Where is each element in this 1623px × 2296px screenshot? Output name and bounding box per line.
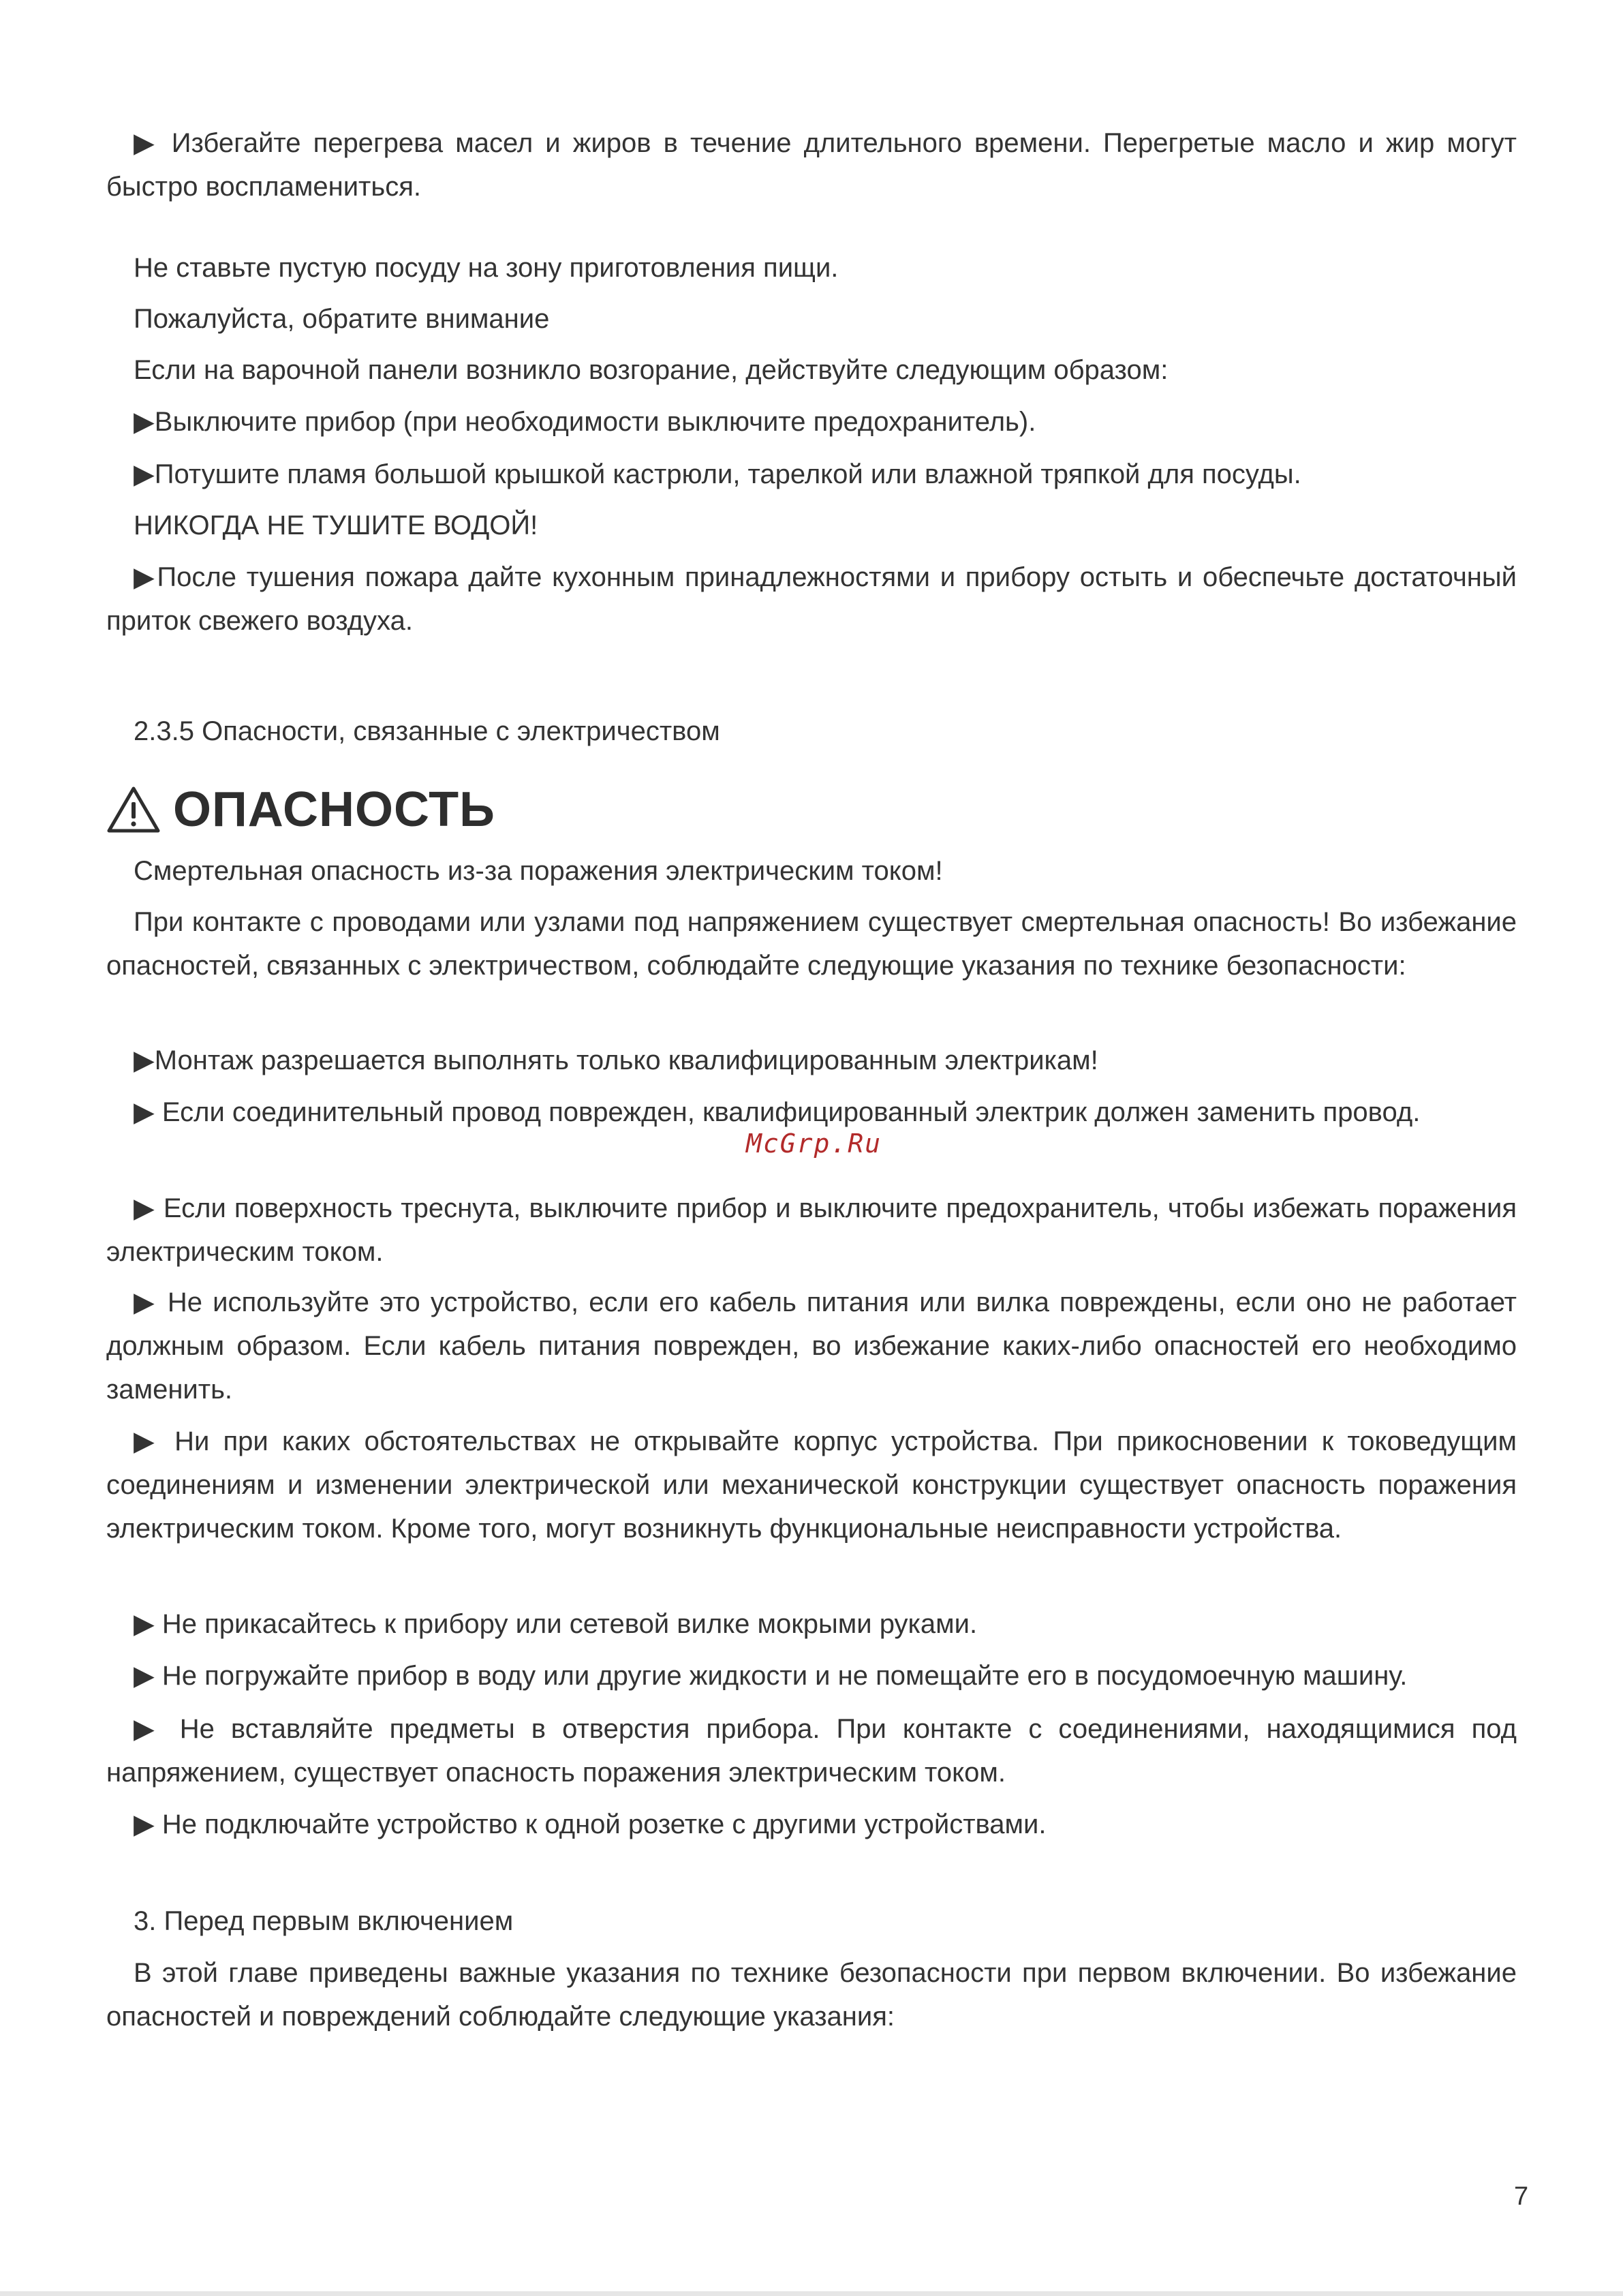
danger-heading-text: ОПАСНОСТЬ [173,782,495,837]
danger-do-not-open: ▶ Ни при каких обстоятельствах не открывайте корпус устройства. При прикосновении к токоведущим соединениям и изменении электрической или механической конструкции существует опасность поражения электрическим током. Кроме того, могут возникнуть функциональные неисправности устройства. [106,1426,1517,1544]
danger-no-objects: ▶ Не вставляйте предметы в отверстия прибора. При контакте с соединениями, находящимися под напряжением, существует опасность поражения электрическим током. [106,1714,1517,1788]
danger-fatal-shock: Смертельная опасность из-за поражения электрическим током! [134,856,943,886]
danger-contact-live-parts: При контакте с проводами или узлами под напряжением существует смертельная опасность! Во избежание опасностей, связанных с электричеством, соблюдайте следующие указания по технике безопасности: [106,907,1517,981]
danger-damaged-cable: ▶ Если соединительный провод поврежден, квалифицированный электрик должен заменить провод. [134,1097,1421,1127]
paragraph-first-use-intro: В этой главе приведены важные указания по технике безопасности при первом включении. Во избежание опасностей и повреждений соблюдайте следующие указания: [106,1958,1517,2032]
paragraph-extinguish: ▶Потушите пламя большой крышкой кастрюли, тарелкой или влажной тряпкой для посуды. [134,459,1301,489]
paragraph-fire-instructions: Если на варочной панели возникло возгорание, действуйте следующим образом: [134,355,1169,385]
page-number: 7 [1514,2182,1529,2211]
paragraph-switch-off: ▶Выключите прибор (при необходимости выключите предохранитель). [134,407,1036,437]
paragraph-attention: Пожалуйста, обратите внимание [134,304,550,334]
section-heading-electric-hazards: 2.3.5 Опасности, связанные с электричеством [134,716,720,746]
danger-damaged-plug: ▶ Не используйте это устройство, если его кабель питания или вилка повреждены, если оно не работает должным образом. Если кабель питания поврежден, во избежание каких-либо опасностей его необходимо заменить. [106,1287,1517,1405]
bottom-divider [0,2291,1623,2296]
danger-heading [106,776,495,844]
danger-cracked-surface: ▶ Если поверхность треснута, выключите прибор и выключите предохранитель, чтобы избежать поражения электрическим током. [106,1193,1517,1267]
paragraph-empty-cookware: Не ставьте пустую посуду на зону приготовления пищи. [134,253,839,283]
warning-triangle-icon [106,785,161,834]
paragraph-after-fire: ▶После тушения пожара дайте кухонным принадлежностями и прибору остыть и обеспечьте достаточный приток свежего воздуха. [106,562,1517,636]
section-heading-first-use: 3. Перед первым включением [134,1906,514,1936]
watermark-text: McGrp.Ru [746,1129,882,1159]
danger-qualified-install: ▶Монтаж разрешается выполнять только квалифицированным электрикам! [134,1045,1098,1075]
danger-no-immersion: ▶ Не погружайте прибор в воду или другие жидкости и не помещайте его в посудомоечную машину. [134,1661,1408,1691]
paragraph-never-water: НИКОГДА НЕ ТУШИТЕ ВОДОЙ! [134,510,538,540]
danger-wet-hands: ▶ Не прикасайтесь к прибору или сетевой вилке мокрыми руками. [134,1609,978,1639]
paragraph-overheat-warning: ▶ Избегайте перегрева масел и жиров в течение длительного времени. Перегретые масло и жир могут быстро воспламениться. [106,128,1517,202]
danger-shared-socket: ▶ Не подключайте устройство к одной розетке с другими устройствами. [134,1809,1047,1839]
